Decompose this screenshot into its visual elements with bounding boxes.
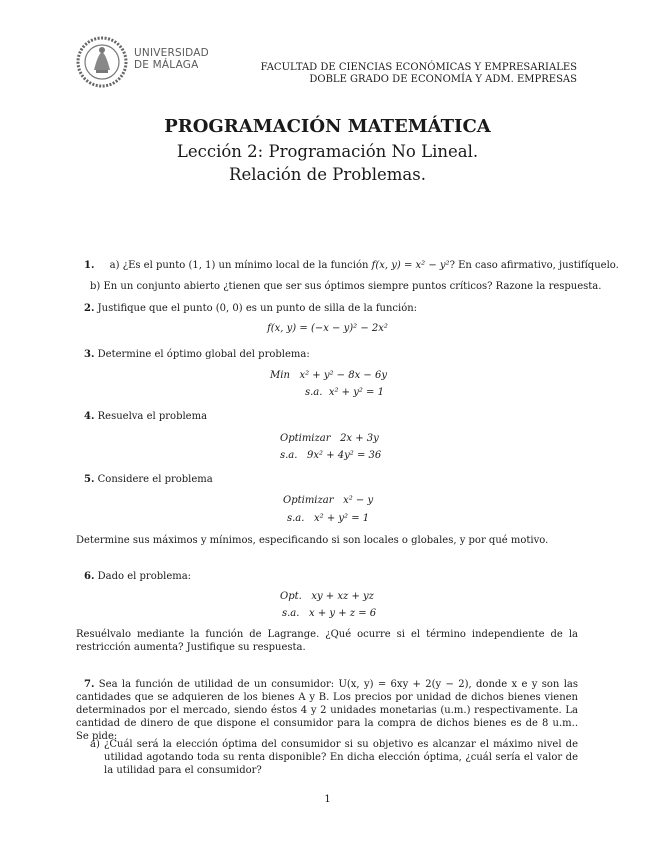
problem-6-instruction: Resuélvalo mediante la función de Lagrange. ¿Qué ocurre si el término independiente de la restricción aumenta? Justifique su respuesta. — [76, 629, 578, 653]
problem-7a-label: a) — [90, 739, 100, 750]
problem-6-objective: Opt. xy + xz + yz — [280, 591, 374, 602]
problem-1b: b) En un conjunto abierto ¿tienen que ser sus óptimos siempre puntos críticos? Razone la respuesta. — [90, 281, 602, 292]
faculty-header: FACULTAD DE CIENCIAS ECONÓMICAS Y EMPRESARIALES DOBLE GRADO DE ECONOMÍA Y ADM. EMPRESAS — [260, 62, 577, 85]
university-name: UNIVERSIDAD DE MÁLAGA — [134, 47, 209, 71]
problem-3-objective: Min x² + y² − 8x − 6y — [270, 370, 387, 381]
lesson-subtitle: Lección 2: Programación No Lineal. — [176, 142, 479, 161]
problem-1: 1. a) ¿Es el punto (1, 1) un mínimo local de la función f(x, y) = x² − y²? En caso afirmativo, justifíquelo. — [84, 260, 619, 271]
problem-7: 7. Sea la función de utilidad de un consumidor: U(x, y) = 6xy + 2(y − 2), donde x e y son las cantidades que se adquieren de los bienes A y B. Los precios por unidad de dichos bienes vienen determinados por el mercado, siendo éstos 4 y 2 unidades monetarias (u.m.) respectivamente. La cantidad de dinero de que dispone el consumidor para la compra de dichos bienes es de 8 u.m.. Se pide: — [76, 679, 578, 742]
problem-3: 3. Determine el óptimo global del problema: — [84, 349, 310, 360]
problem-5-constraint: s.a. x² + y² = 1 — [287, 513, 370, 524]
problem-4-constraint: s.a. 9x² + 4y² = 36 — [280, 450, 382, 461]
problem-5-objective: Optimizar x² − y — [283, 495, 374, 506]
problem-7a: ¿Cuál será la elección óptima del consumidor si su objetivo es alcanzar el máximo nivel de utilidad agotando toda su renta disponible? En dicha elección óptima, ¿cuál sería el valor de la utilidad para el consumidor? — [104, 739, 578, 776]
problems-subtitle: Relación de Problemas. — [229, 165, 426, 184]
problem-4: 4. Resuelva el problema — [84, 411, 208, 422]
page-number: 1 — [324, 794, 331, 805]
university-seal-logo — [76, 36, 128, 88]
problem-6-constraint: s.a. x + y + z = 6 — [282, 608, 377, 619]
problem-4-objective: Optimizar 2x + 3y — [280, 433, 379, 444]
document-title: PROGRAMACIÓN MATEMÁTICA — [164, 116, 491, 137]
problem-5: 5. Considere el problema — [84, 474, 213, 485]
problem-2: 2. Justifique que el punto (0, 0) es un punto de silla de la función: — [84, 303, 418, 314]
problem-2-equation: f(x, y) = (−x − y)² − 2x² — [267, 323, 388, 334]
problem-5-instruction: Determine sus máximos y mínimos, especificando si son locales o globales, y por qué motivo. — [76, 535, 549, 546]
problem-3-constraint: s.a. x² + y² = 1 — [305, 387, 384, 398]
problem-6: 6. Dado el problema: — [84, 571, 192, 582]
